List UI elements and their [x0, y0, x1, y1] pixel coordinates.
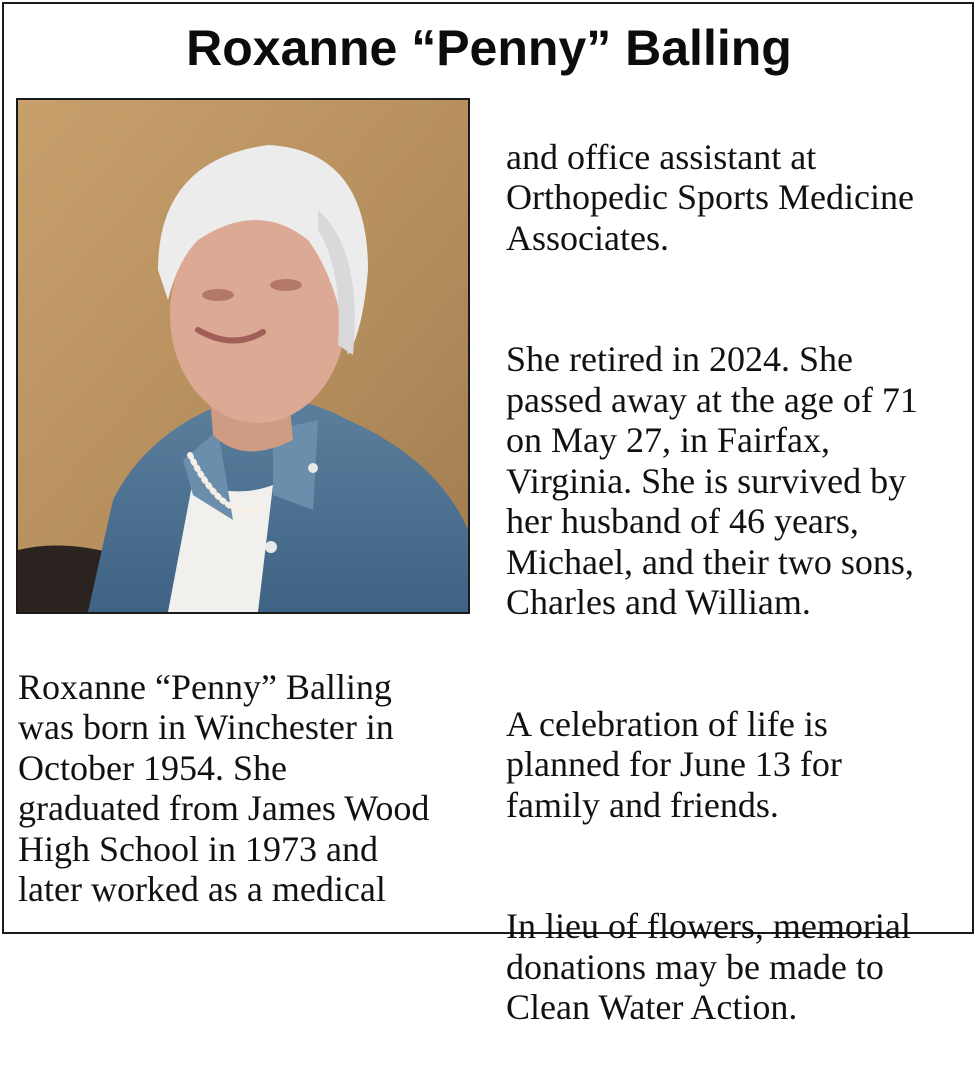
obituary-right-column [506, 96, 976, 1068]
obituary-paragraph-survivors: She retired in 2024. She passed away at the age of 71 on May 27, in Fairfax, Virginia. She is survived by her husband of 46 years, Michael, and their two sons, Charles and William. [506, 339, 918, 622]
obituary-paragraph-celebration: A celebration of life is planned for June 13 for family and friends. [506, 703, 842, 825]
obituary-left-column [18, 626, 480, 950]
obituary-paragraph-work: and office assistant at Orthopedic Sports Medicine Associates. [506, 136, 914, 258]
obituary-paragraph-intro: Roxanne “Penny” Balling was born in Winchester in October 1954. She graduated from James Wood High School in 1973 and later worked as a medical [18, 666, 430, 909]
obituary-title: Roxanne “Penny” Balling [186, 20, 792, 76]
portrait-illustration [18, 100, 468, 612]
obituary-paragraph-donations: In lieu of flowers, memorial donations may be made to Clean Water Action. [506, 906, 911, 1027]
portrait-photo [16, 98, 470, 614]
